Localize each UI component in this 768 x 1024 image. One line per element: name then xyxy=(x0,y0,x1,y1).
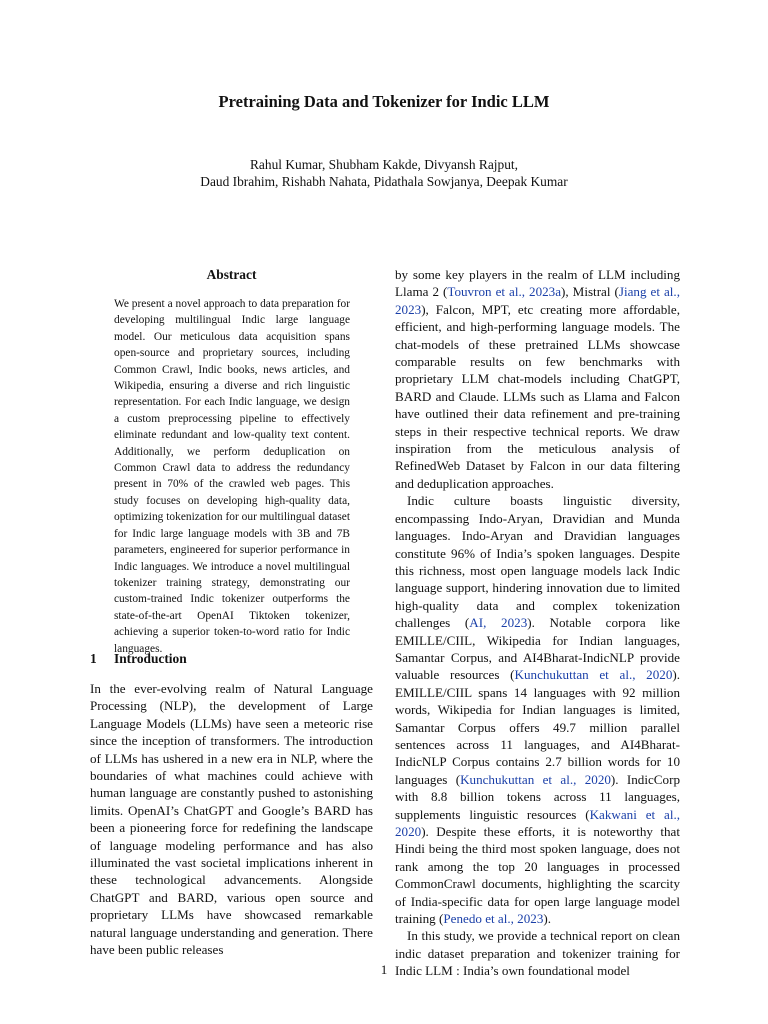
section-number: 1 xyxy=(90,651,97,666)
right-column xyxy=(395,266,680,980)
text-run: ). IndicCorp with 8.8 billion tokens across 11 languages, supplements linguistic resources ( xyxy=(395,771,680,822)
citation-link[interactable]: AI, 2023 xyxy=(469,615,528,631)
author-line-1: Rahul Kumar, Shubham Kakde, Divyansh Rajput, xyxy=(250,157,518,172)
text-run: ), Mistral ( xyxy=(561,284,619,300)
text-run: by some key players in the realm of LLM including Llama 2 ( xyxy=(395,267,680,300)
citation-link[interactable]: Kakwani et al., 2020 xyxy=(395,806,681,839)
citation-link[interactable]: Jiang et al., 2023 xyxy=(395,284,680,317)
abstract-text: We present a novel approach to data preparation for developing multilingual Indic large language model. Our meticulous data acquisition spans open-source and proprietary sources, including Common Crawl, Indic books, news articles, and Wikipedia, ensuring a diverse and rich linguistic representation. For each Indic language, we design a custom preprocessing pipeline to effectively eliminate redundant and low-quality text content. Additionally, we perform deduplication on Common Crawl data to address the redundancy present in 70% of the crawled web pages. This study focuses on developing high-quality data, optimizing tokenization for our multilingual dataset for Indic large language models with 3B and 7B parameters, engineered for superior performance in Indic languages. We introduce a novel multilingual tokenizer training strategy, demonstrating our custom-trained Indic tokenizer outperforms the state-of-the-art OpenAI Tiktoken tokenizer, achieving a superior token-to-word ratio for Indic languages. xyxy=(114,298,350,655)
citation-link[interactable]: Kunchukuttan et al., 2020 xyxy=(460,771,611,787)
page-number: 1 xyxy=(380,962,388,977)
section-heading-introduction xyxy=(90,650,373,668)
citation-link[interactable]: Touvron et al., 2023a xyxy=(447,284,562,300)
author-line-2: Daud Ibrahim, Rishabh Nahata, Pidathala Sowjanya, Deepak Kumar xyxy=(200,174,568,189)
text-run: ), Falcon, MPT, etc creating more affordable, efficient, and high-performing language models. The chat-models of these pretrained LLMs showcase comparable results on few benchmarks with proprietary LLM chat-models including ChatGPT, BARD and Claude. LLMs such as Llama and Falcon have outlined their data refinement and pre-training steps in their respective technical reports. We draw inspiration from the meticulous analysis of RefinedWeb Dataset by Falcon in our data filtering and deduplication approaches. xyxy=(395,301,680,491)
section-title: Introduction xyxy=(114,651,187,666)
text-run: ). Notable corpora like EMILLE/CIIL, Wikipedia for Indian languages, Samantar Corpus, and AI4Bharat-IndicNLP provide valuable resources ( xyxy=(395,615,680,683)
abstract-heading: Abstract xyxy=(206,267,257,282)
intro-paragraph-continued xyxy=(395,266,680,492)
text-run: ). EMILLE/CIIL spans 14 languages with 92 million words, Wikipedia for Indian languages is limited, Samantar Corpus offers 49.7 million parallel sentences across 11 languages, and AI4Bharat-IndicNLP Corpus contains 2.7 billion words for 10 languages ( xyxy=(395,667,681,787)
text-run: ). Despite these efforts, it is noteworthy that Hindi being the third most spoken language, does not rank among the top 20 languages in processed CommonCrawl documents, highlighting the scarcity of India-specific data for open large language model training ( xyxy=(395,824,680,927)
text-run: Indic culture boasts linguistic diversity, encompassing Indo-Aryan, Dravidian and Munda languages. Indo-Aryan and Dravidian languages constitute 96% of India’s spoken languages. Despite this richness, most open language models lack Indic language support, hindering innovation due to limited high-quality data and complex tokenization challenges ( xyxy=(395,493,680,631)
intro-paragraph-study: In this study, we provide a technical report on clean indic dataset preparation and tokenizer training for Indic LLM : India’s own foundational model xyxy=(395,928,680,979)
citation-link[interactable]: Kunchukuttan et al., 2020 xyxy=(514,667,673,683)
paper-title: Pretraining Data and Tokenizer for Indic LLM xyxy=(218,92,550,111)
citation-link[interactable]: Penedo et al., 2023 xyxy=(443,911,544,927)
intro-paragraph-indic xyxy=(395,492,680,927)
intro-paragraph-left: In the ever-evolving realm of Natural Language Processing (NLP), the development of Large Language Models (LLMs) have seen a meteoric rise since the inception of transformers. The introduction of LLMs has ushered in a new era in NLP, where the boundaries of what machines could achieve with human language are constantly pushed to astonishing limits. OpenAI’s ChatGPT and Google’s BARD has been a pioneering force for redefining the landscape of language modeling performance and has also illuminated the vast societal implications inherent in these technological advancements. Alongside ChatGPT and BARD, various open source and proprietary LLMs have showcased remarkable natural language understanding and generation. There have been public releases xyxy=(90,681,373,958)
text-run: ). xyxy=(543,911,552,927)
author-list xyxy=(0,156,768,190)
